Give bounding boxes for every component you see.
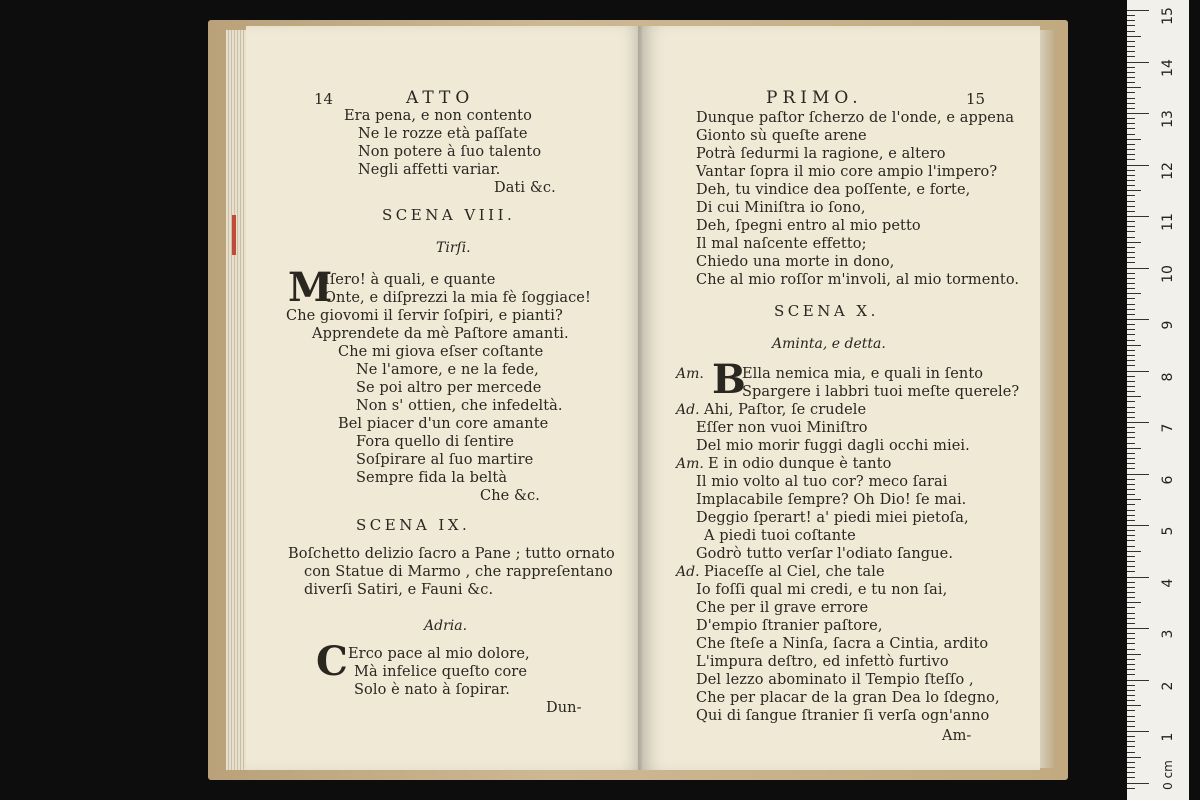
- ruler-tick: [1127, 386, 1135, 387]
- ruler-tick: [1127, 726, 1135, 727]
- ruler-tick: [1127, 10, 1149, 11]
- ruler-tick: [1127, 231, 1135, 232]
- ruler-number: 4: [1160, 578, 1176, 587]
- dialogue-line: Deggio ſperart! a' piedi miei pietoſa,: [696, 510, 969, 526]
- ruler-tick: [1127, 721, 1135, 722]
- ruler-tick: [1127, 535, 1135, 536]
- dialogue-line: Che per placar de la gran Dea lo ſdegno,: [696, 690, 1000, 706]
- dialogue-line: Il mio volto al tuo cor? meco ſarai: [696, 474, 948, 490]
- ruler-unit-label: 0 cm: [1160, 760, 1175, 790]
- scene-title: SCENA IX.: [356, 516, 471, 534]
- ruler-tick: [1127, 690, 1135, 691]
- ruler-tick: [1127, 350, 1135, 351]
- ruler-tick: [1127, 273, 1135, 274]
- text-line: Potrà ſedurmi la ragione, e altero: [696, 146, 946, 162]
- running-head: PRIMO.: [766, 88, 863, 108]
- ruler-tick: [1127, 494, 1135, 495]
- stage-direction: con Statue di Marmo , che rappreſentano: [304, 564, 613, 580]
- text-line: Ne l'amore, e ne la fede,: [356, 362, 539, 378]
- ruler-tick: [1127, 62, 1149, 63]
- ruler-tick: [1127, 680, 1149, 681]
- text-line: Deh, tu vindice dea poſſente, e forte,: [696, 182, 971, 198]
- ruler-tick: [1127, 628, 1149, 629]
- ruler-tick: [1127, 401, 1135, 402]
- ruler-tick: [1127, 103, 1135, 104]
- ruler-tick: [1127, 551, 1141, 552]
- ruler-tick: [1127, 41, 1135, 42]
- dialogue-line: Io foſſi qual mi credi, e tu non ſai,: [696, 582, 948, 598]
- drop-cap: B: [712, 356, 746, 403]
- ruler-tick: [1127, 602, 1141, 603]
- ruler-tick: [1127, 489, 1135, 490]
- speaker-name: Tirſi.: [436, 240, 471, 256]
- dialogue-line: Spargere i labbri tuoi meſte querele?: [742, 384, 1020, 400]
- ruler-tick: [1127, 499, 1141, 500]
- ruler-tick: [1127, 463, 1135, 464]
- text-line: Erco pace al mio dolore,: [348, 646, 530, 662]
- ruler-tick: [1127, 391, 1135, 392]
- ruler-tick: [1127, 77, 1135, 78]
- speaker-name: Adria.: [424, 618, 468, 634]
- ruler-tick: [1127, 324, 1135, 325]
- ruler-tick: [1127, 206, 1135, 207]
- ruler-number: 8: [1160, 372, 1176, 381]
- ruler-tick: [1127, 546, 1135, 547]
- ruler-tick: [1127, 340, 1135, 341]
- dialogue-line: Che per il grave errore: [696, 600, 869, 616]
- ruler-tick: [1127, 736, 1135, 737]
- ruler-tick: [1127, 185, 1135, 186]
- ruler-tick: [1127, 56, 1135, 57]
- text-line: Sempre fida la beltà: [356, 470, 508, 486]
- ruler-tick: [1127, 314, 1135, 315]
- ruler-tick: [1127, 25, 1135, 26]
- ruler-tick: [1127, 607, 1135, 608]
- ruler-tick: [1127, 592, 1135, 593]
- ruler-tick: [1127, 515, 1135, 516]
- measuring-ruler: [1127, 0, 1189, 800]
- text-line: Il mal naſcente effetto;: [696, 236, 867, 252]
- ruler-tick: [1127, 767, 1135, 768]
- ruler-number: 1: [1160, 732, 1176, 742]
- ruler-tick: [1127, 139, 1141, 140]
- dialogue-line: Qui di ſangue ſtranier ſi verſa ogn'anno: [696, 708, 990, 724]
- dialogue-line: Del mio morir fuggi dagli occhi miei.: [696, 438, 970, 454]
- text-line: Deh, ſpegni entro al mio petto: [696, 218, 921, 234]
- catchword: Am-: [942, 728, 972, 744]
- ruler-tick: [1127, 432, 1135, 433]
- text-line: Apprendete da mè Paſtore amanti.: [312, 326, 569, 342]
- ruler-tick: [1127, 288, 1135, 289]
- ruler-tick: [1127, 422, 1149, 423]
- ruler-tick: [1127, 334, 1135, 335]
- dialogue-line: Ahi, Paſtor, ſe crudele: [704, 402, 867, 418]
- speaker-abbrev: Am.: [676, 456, 704, 472]
- text-line: Chiedo una morte in dono,: [696, 254, 895, 270]
- ruler-tick: [1127, 685, 1135, 686]
- text-line: Era pena, e non contento: [344, 108, 532, 124]
- ruler-tick: [1127, 571, 1135, 572]
- dialogue-line: Che ſteſe a Ninſa, ſacra a Cintia, ardito: [696, 636, 989, 652]
- ruler-tick: [1127, 190, 1141, 191]
- ruler-tick: [1127, 788, 1135, 789]
- ruler-tick: [1127, 98, 1135, 99]
- ruler-tick: [1127, 659, 1135, 660]
- ruler-tick: [1127, 67, 1135, 68]
- speaker-abbrev: Ad.: [676, 402, 700, 418]
- ruler-tick: [1127, 345, 1141, 346]
- ruler-tick: [1127, 525, 1149, 526]
- ruler-tick: [1127, 293, 1141, 294]
- ruler-tick: [1127, 15, 1135, 16]
- ruler-tick: [1127, 772, 1135, 773]
- ruler-tick: [1127, 777, 1135, 778]
- ruler-tick: [1127, 474, 1149, 475]
- ruler-tick: [1127, 520, 1135, 521]
- ruler-tick: [1127, 587, 1135, 588]
- stage-direction: diverſi Satiri, e Fauni &c.: [304, 582, 494, 598]
- ruler-tick: [1127, 716, 1135, 717]
- ruler-tick: [1127, 654, 1141, 655]
- page-number: 15: [966, 90, 986, 108]
- ruler-tick: [1127, 226, 1135, 227]
- scene-title: SCENA VIII.: [382, 206, 516, 224]
- ruler-number: 2: [1160, 681, 1176, 690]
- drop-cap: C: [316, 638, 348, 685]
- ruler-tick: [1127, 443, 1135, 444]
- speaker-name: Aminta, e detta.: [772, 336, 886, 352]
- refrain: Dati &c.: [494, 180, 556, 196]
- ruler-tick: [1127, 221, 1135, 222]
- ruler-tick: [1127, 108, 1135, 109]
- ruler-number: 10: [1160, 264, 1176, 283]
- ruler-tick: [1127, 371, 1149, 372]
- ruler-tick: [1127, 360, 1135, 361]
- text-line: Fora quello di ſentire: [356, 434, 514, 450]
- ruler-tick: [1127, 381, 1135, 382]
- dialogue-line: E in odio dunque è tanto: [708, 456, 892, 472]
- ruler-tick: [1127, 582, 1135, 583]
- ruler-tick: [1127, 262, 1135, 263]
- ruler-tick: [1127, 144, 1135, 145]
- right-page: [642, 26, 1040, 770]
- ruler-tick: [1127, 257, 1135, 258]
- page-number: 14: [314, 90, 334, 108]
- ruler-tick: [1127, 448, 1141, 449]
- ruler-tick: [1127, 669, 1135, 670]
- ruler-tick: [1127, 180, 1135, 181]
- ruler-tick: [1127, 211, 1135, 212]
- ruler-tick: [1127, 783, 1149, 784]
- ruler-tick: [1127, 51, 1135, 52]
- text-line: Gionto sù queſte arene: [696, 128, 867, 144]
- ruler-number: 15: [1160, 7, 1176, 25]
- ruler-tick: [1127, 154, 1135, 155]
- ruler-number: 6: [1160, 475, 1176, 484]
- text-line: Ne le rozze età paſſate: [358, 126, 528, 142]
- ruler-tick: [1127, 175, 1135, 176]
- dialogue-line: A piedi tuoi coſtante: [704, 528, 856, 544]
- drop-cap: M: [288, 264, 333, 311]
- ruler-tick: [1127, 278, 1135, 279]
- ruler-number: 14: [1160, 58, 1176, 77]
- ruler-tick: [1127, 556, 1135, 557]
- ruler-tick: [1127, 510, 1135, 511]
- dialogue-line: Eſſer non vuoi Miniſtro: [696, 420, 868, 436]
- text-line: Solo è nato à ſopirar.: [354, 682, 510, 698]
- ruler-tick: [1127, 407, 1135, 408]
- ruler-tick: [1127, 741, 1135, 742]
- ruler-tick: [1127, 170, 1135, 171]
- ruler-tick: [1127, 437, 1135, 438]
- text-line: Vantar ſopra il mio core ampio l'impero?: [696, 164, 998, 180]
- ruler-tick: [1127, 304, 1135, 305]
- text-line: Mà infelice queſto core: [354, 664, 528, 680]
- dialogue-line: Del lezzo abominato il Tempio ſteſſo ,: [696, 672, 974, 688]
- speaker-abbrev: Am.: [676, 366, 704, 382]
- left-page: [246, 26, 642, 770]
- ruler-tick: [1127, 577, 1149, 578]
- text-line: Ella nemica mia, e quali in ſento: [742, 366, 984, 382]
- ruler-tick: [1127, 123, 1135, 124]
- ruler-tick: [1127, 118, 1135, 119]
- ruler-tick: [1127, 638, 1135, 639]
- text-line: Bel piacer d'un core amante: [338, 416, 549, 432]
- ruler-tick: [1127, 479, 1135, 480]
- ruler-tick: [1127, 427, 1135, 428]
- ruler-tick: [1127, 643, 1135, 644]
- ruler-tick: [1127, 113, 1149, 114]
- text-line: Negli affetti variar.: [358, 162, 501, 178]
- ruler-tick: [1127, 566, 1135, 567]
- ruler-number: 13: [1160, 110, 1176, 128]
- ruler-tick: [1127, 329, 1135, 330]
- ruler-tick: [1127, 36, 1141, 37]
- ruler-tick: [1127, 31, 1135, 32]
- dialogue-line: Piaceſſe al Ciel, che tale: [704, 564, 885, 580]
- text-line: Iſero! à quali, e quante: [324, 272, 496, 288]
- ruler-tick: [1127, 252, 1135, 253]
- ruler-tick: [1127, 128, 1135, 129]
- ruler-tick: [1127, 319, 1149, 320]
- dialogue-line: Godrò tutto verſar l'odiato ſangue.: [696, 546, 954, 562]
- ruler-tick: [1127, 247, 1135, 248]
- ruler-tick: [1127, 468, 1135, 469]
- text-line: Non potere à ſuo talento: [358, 144, 542, 160]
- running-head: ATTO: [406, 88, 475, 108]
- ruler-tick: [1127, 92, 1135, 93]
- ruler-tick: [1127, 268, 1149, 269]
- ruler-number: 11: [1160, 213, 1176, 231]
- ruler-tick: [1127, 201, 1135, 202]
- text-line: Dunque paſtor ſcherzo de l'onde, e appena: [696, 110, 1015, 126]
- ruler-tick: [1127, 746, 1135, 747]
- ruler-number: 5: [1160, 526, 1176, 536]
- page-edge-mark: [232, 215, 236, 255]
- ruler-tick: [1127, 710, 1135, 711]
- ruler-tick: [1127, 365, 1135, 366]
- refrain: Che &c.: [480, 488, 540, 504]
- ruler-tick: [1127, 20, 1135, 21]
- ruler-number: 7: [1160, 423, 1176, 433]
- ruler-tick: [1127, 417, 1135, 418]
- text-line: Che mi giova eſser coſtante: [338, 344, 544, 360]
- ruler-tick: [1127, 216, 1149, 217]
- ruler-tick: [1127, 159, 1135, 160]
- dialogue-line: D'empio ſtranier paſtore,: [696, 618, 883, 634]
- dialogue-line: Implacabile ſempre? Oh Dio! ſe mai.: [696, 492, 967, 508]
- ruler-tick: [1127, 242, 1141, 243]
- ruler-number: 12: [1160, 161, 1176, 180]
- ruler-tick: [1127, 298, 1135, 299]
- text-line: Che al mio roſſor m'involi, al mio tormento.: [696, 272, 1020, 288]
- ruler-tick: [1127, 618, 1135, 619]
- ruler-tick: [1127, 87, 1141, 88]
- ruler-tick: [1127, 134, 1135, 135]
- page-edge-right: [1040, 30, 1054, 768]
- text-line: Di cui Miniſtra io ſono,: [696, 200, 866, 216]
- ruler-tick: [1127, 700, 1135, 701]
- ruler-tick: [1127, 731, 1149, 732]
- ruler-tick: [1127, 705, 1141, 706]
- ruler-tick: [1127, 757, 1141, 758]
- ruler-tick: [1127, 484, 1135, 485]
- ruler-tick: [1127, 561, 1135, 562]
- ruler-tick: [1127, 458, 1135, 459]
- scene-title: SCENA X.: [774, 302, 879, 320]
- text-line: Onte, e diſprezzi la mia fè ſoggiace!: [324, 290, 591, 306]
- ruler-tick: [1127, 283, 1135, 284]
- ruler-tick: [1127, 149, 1135, 150]
- ruler-number: 3: [1160, 629, 1176, 639]
- ruler-tick: [1127, 309, 1135, 310]
- ruler-tick: [1127, 412, 1135, 413]
- ruler-tick: [1127, 664, 1135, 665]
- stage-direction: Boſchetto delizio ſacro a Pane ; tutto ornato: [288, 546, 615, 562]
- ruler-tick: [1127, 355, 1135, 356]
- ruler-tick: [1127, 195, 1135, 196]
- ruler-tick: [1127, 633, 1135, 634]
- ruler-tick: [1127, 762, 1135, 763]
- text-line: Soſpirare al ſuo martire: [356, 452, 534, 468]
- text-line: Se poi altro per mercede: [356, 380, 542, 396]
- catchword: Dun-: [546, 700, 582, 716]
- ruler-tick: [1127, 613, 1135, 614]
- ruler-tick: [1127, 530, 1135, 531]
- ruler-tick: [1127, 695, 1135, 696]
- ruler-tick: [1127, 82, 1135, 83]
- ruler-tick: [1127, 237, 1135, 238]
- ruler-tick: [1127, 752, 1135, 753]
- ruler-tick: [1127, 649, 1135, 650]
- ruler-tick: [1127, 504, 1135, 505]
- ruler-tick: [1127, 396, 1141, 397]
- ruler-tick: [1127, 165, 1149, 166]
- ruler-tick: [1127, 623, 1135, 624]
- ruler-tick: [1127, 540, 1135, 541]
- text-line: Non s' ottien, che infedeltà.: [356, 398, 563, 414]
- ruler-tick: [1127, 453, 1135, 454]
- ruler-number: 9: [1160, 320, 1176, 330]
- text-line: Che giovomi il ſervir ſoſpiri, e pianti?: [286, 308, 563, 324]
- ruler-tick: [1127, 376, 1135, 377]
- ruler-tick: [1127, 674, 1135, 675]
- ruler-tick: [1127, 597, 1135, 598]
- dialogue-line: L'impura deſtro, ed infettò furtivo: [696, 654, 949, 670]
- ruler-tick: [1127, 72, 1135, 73]
- speaker-abbrev: Ad.: [676, 564, 700, 580]
- ruler-tick: [1127, 46, 1135, 47]
